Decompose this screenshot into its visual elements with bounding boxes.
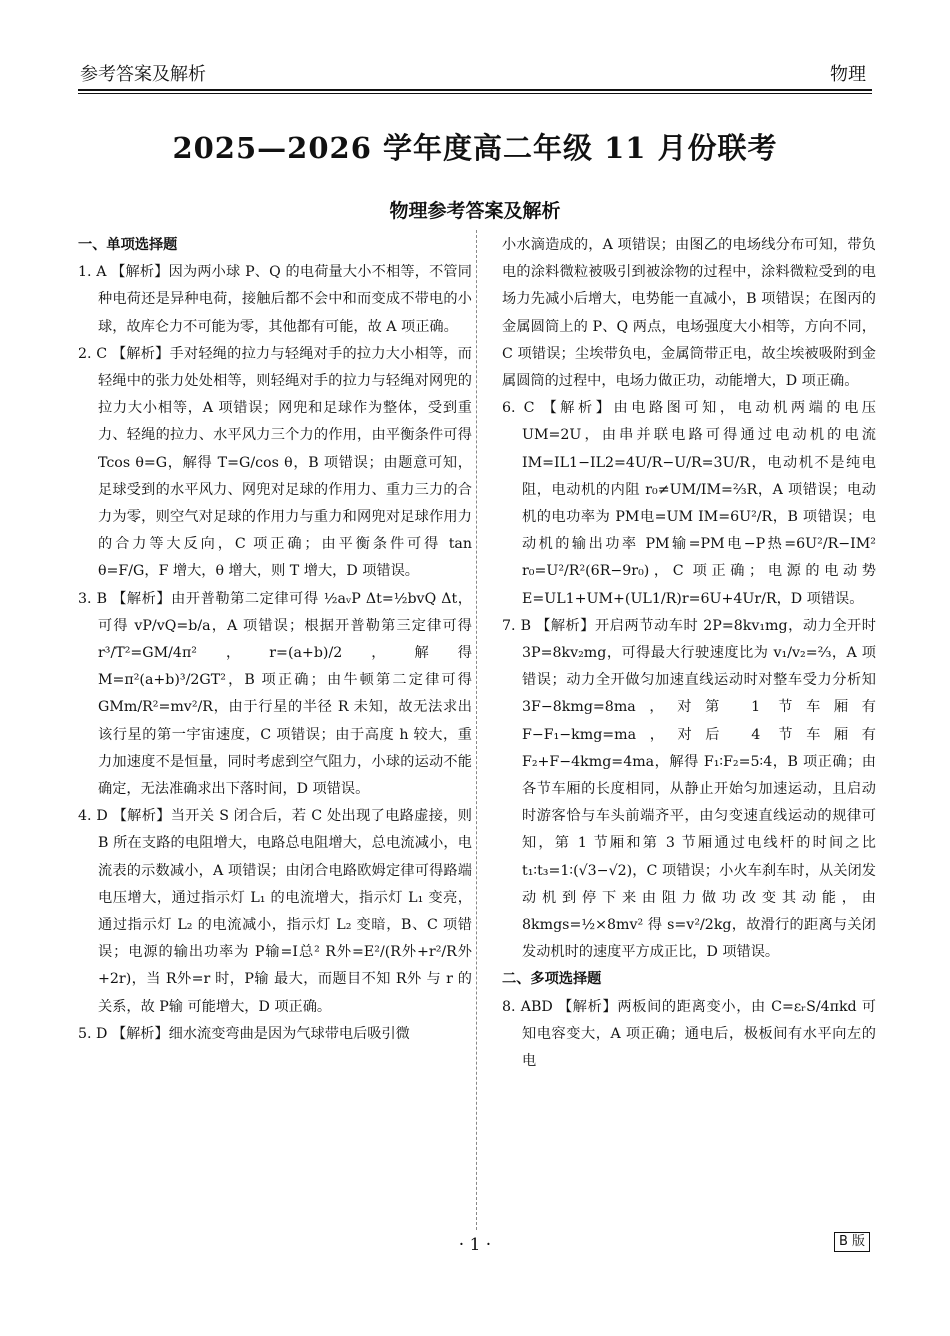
- right-column: [502, 232, 876, 1075]
- page-title: 2025—2026 学年度高二年级 11 月份联考: [172, 131, 778, 165]
- answer-item-6: 6. C 【解析】由电路图可知，电动机两端的电压 UM=2U，由串并联电路可得通过电动机的电流 IM=IL1−IL2=4U/R−U/R=3U/R，电动机不是纯电阻，电动机的内阻 r₀≠UM/IM=⅔R，A 项错误；电动机的电功率为 PM电=UM IM=6U²/R，B 项错误；电动机的输出功率 PM输=PM电−P热=6U²/R−IM² r₀=U²/R²(6R−9r₀)，C 项正确；电源的电动势 E=UL1+UM+(UL1/R)r=6U+4Ur/R，D 项错误。: [502, 400, 876, 607]
- answer-item-1: 1. A 【解析】因为两小球 P、Q 的电荷量大小不相等，不管同种电荷还是异种电荷，接触后都不会中和而变成不带电的小球，故库仑力不可能为零，其他都有可能，故 A 项正确。: [78, 264, 472, 335]
- section-heading-multi: 二、多项选择题: [502, 971, 602, 988]
- answer-item-8: 8. ABD 【解析】两板间的距离变小，由 C=εᵣS/4πkd 可知电容变大，A 项正确；通电后，极板间有水平向左的电: [502, 998, 876, 1070]
- answer-item-5-continued: 小水滴造成的，A 项错误；由图乙的电场线分布可知，带负电的涂料微粒被吸引到被涂物的过程中，涂料微粒受到的电场力先减小后增大，电势能一直减小，B 项错误；在图丙的金属圆筒上的 P、Q 两点，电场强度大小相等，方向不同，C 项错误；尘埃带负电，金属筒带正电，故尘埃被吸附到金属圆筒的过程中，电场力做正功，动能增大，D 项正确。: [502, 237, 876, 390]
- column-divider: [476, 230, 477, 1230]
- answer-item-3: 3. B 【解析】由开普勒第二定律可得 ½aᵥP Δt=½bvQ Δt，可得 vP/vQ=b/a，A 项错误；根据开普勒第三定律可得 r³/T²=GM/4π²，r=(a+b)/2，解得 M=π²(a+b)³/2GT²，B 项正确；由牛顿第二定律可得 GMm/R²=mv²/R，由于行星的半径 R 未知，故无法求出该行星的第一宇宙速度，C 项错误；由于高度 h 较大，重力加速度不是恒量，同时考虑到空气阻力，小球的运动不能确定，无法准确求出下落时间，D 项错误。: [78, 590, 472, 798]
- header-left: 参考答案及解析: [80, 64, 206, 85]
- answer-item-4: 4. D 【解析】当开关 S 闭合后，若 C 处出现了电路虚接，则 B 所在支路的电阻增大，电路总电阻增大，总电流减小，电流表的示数减小，A 项错误；由闭合电路欧姆定律可得路端电压增大，通过指示灯 L₁ 的电流增大，指示灯 L₁ 变亮，通过指示灯 L₂ 的电流减小，指示灯 L₂ 变暗，B、C 项错误；电源的输出功率为 P输=I总² R外=E²/(R外+r²/R外+2r)，当 R外=r 时，P输 最大，而题目不知 R外 与 r 的关系，故 P输 可能增大，D 项正确。: [78, 808, 472, 1015]
- section-heading-single: 一、单项选择题: [78, 237, 178, 253]
- header-subject: 物理: [830, 64, 866, 85]
- page-number: · 1 ·: [458, 1235, 492, 1255]
- page-subtitle: 物理参考答案及解析: [389, 200, 561, 222]
- answer-item-5: 5. D 【解析】细水流变弯曲是因为气球带电后吸引微: [78, 1025, 410, 1042]
- left-column: [78, 232, 472, 1048]
- version-badge: B 版: [834, 1232, 870, 1252]
- answer-item-7: 7. B 【解析】开启两节动车时 2P=8kv₁mg，动力全开时 3P=8kv₂mg，可得最大行驶速度比为 v₁/v₂=⅔，A 项错误；动力全开做匀加速直线运动时对整车受力分析知 3F−8kmg=8ma，对第 1 节车厢有 F−F₁−kmg=ma，对后 4 节车厢有 F₂+F−4kmg=4ma，解得 F₁∶F₂=5∶4，B 项正确；由各节车厢的长度相同，从静止开始匀加速运动，且启动时游客恰与车头前端齐平，由匀变速直线运动的规律可知，第 1 节厢和第 3 节厢通过电线杆的时间之比 t₁∶t₃=1∶(√3−√2)，C 项错误；小火车刹车时，从关闭发动机到停下来由阻力做功改变其动能，由 8kmgs=½×8mv² 得 s=v²/2kg，故滑行的距离与关闭发动机时的速度平方成正比，D 项错误。: [502, 617, 876, 961]
- answer-item-2: 2. C 【解析】手对轻绳的拉力与轻绳对手的拉力大小相等，而轻绳中的张力处处相等，则轻绳对手的拉力与轻绳对网兜的拉力大小相等，A 项错误；网兜和足球作为整体，受到重力、轻绳的拉力、水平风力三个力的作用，由平衡条件可得 Tcos θ=G，解得 T=G/cos θ，B 项错误；由题意可知，足球受到的水平风力、网兜对足球的作用力、重力三力的合力为零，则空气对足球的作用力与重力和网兜对足球作用力的合力等大反向，C 项正确；由平衡条件可得 tan θ=F/G，F 增大，θ 增大，则 T 增大，D 项错误。: [78, 345, 472, 580]
- header-rule-thin: [78, 93, 872, 94]
- header-rule: [78, 89, 872, 91]
